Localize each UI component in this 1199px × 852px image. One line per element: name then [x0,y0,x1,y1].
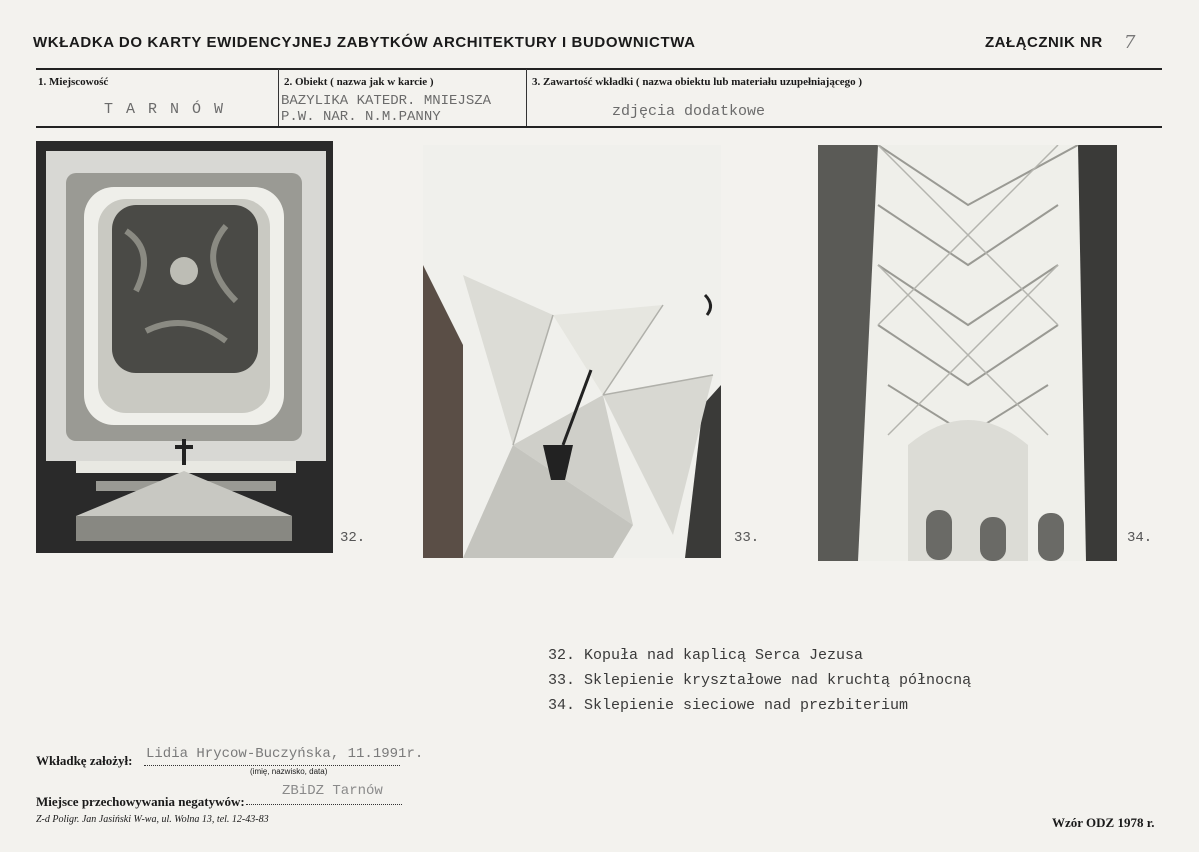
content-label [532,76,862,88]
caption-32: 32. Kopuła nad kaplicą Serca Jezusa [548,647,864,664]
founder-value: Lidia Hrycow-Buczyńska, 11.1991r. [146,746,424,762]
document-title: WKŁADKA DO KARTY EWIDENCYJNEJ ZABYTKÓW ARCHITEKTURY I BUDOWNICTWA [33,34,696,51]
storage-label: Miejsce przechowywania negatywów: [36,794,245,809]
caption-33: 33. Sklepienie kryształowe nad kruchtą północną [548,672,972,689]
field-divider-1 [278,69,279,126]
founder-note: (imię, nazwisko, data) [250,767,328,776]
photo-number-33: 33. [734,530,760,546]
photo-number-32: 32. [340,530,366,546]
storage-value: ZBiDZ Tarnów [282,783,383,799]
object-value-line1: BAZYLIKA KATEDR. MNIEJSZA [281,93,492,109]
field-divider-2 [526,69,527,126]
locality-value: T A R N Ó W [104,101,226,118]
content-label-sub: ( nazwa obiektu lub materiału uzupełniającego ) [635,76,863,88]
object-label-sub: ( nazwa jak w karcie ) [330,76,434,88]
photo-net-vault-presbytery [818,145,1117,561]
crystal-vault-illustration [423,145,721,558]
photo-dome-chapel [36,141,333,553]
photo-number-34: 34. [1127,530,1153,546]
content-label-main: 3. Zawartość wkładki [532,76,634,88]
photo-crystal-vault [423,145,721,558]
locality-label: 1. Miejscowość [38,76,109,88]
object-label-main: 2. Obiekt [284,76,328,88]
header-rule-bottom [36,126,1162,128]
content-value: zdjęcia dodatkowe [612,103,766,120]
annex-number: 7 [1124,32,1136,53]
printer-imprint: Z-d Poligr. Jan Jasiński W-wa, ul. Wolna 13, tel. 12-43-83 [36,814,269,825]
template-version: Wzór ODZ 1978 r. [1052,815,1155,830]
founder-label: Wkładkę założył: [36,753,133,768]
net-vault-illustration [818,145,1117,561]
object-value-line2: P.W. NAR. N.M.PANNY [281,109,441,125]
caption-34: 34. Sklepienie sieciowe nad prezbiterium [548,697,909,714]
annex-label: ZAŁĄCZNIK NR [985,34,1103,51]
storage-dotted-line [246,804,402,805]
header-rule-top [36,68,1162,70]
founder-dotted-line [144,765,400,766]
object-label [284,76,434,88]
dome-illustration [36,141,333,553]
